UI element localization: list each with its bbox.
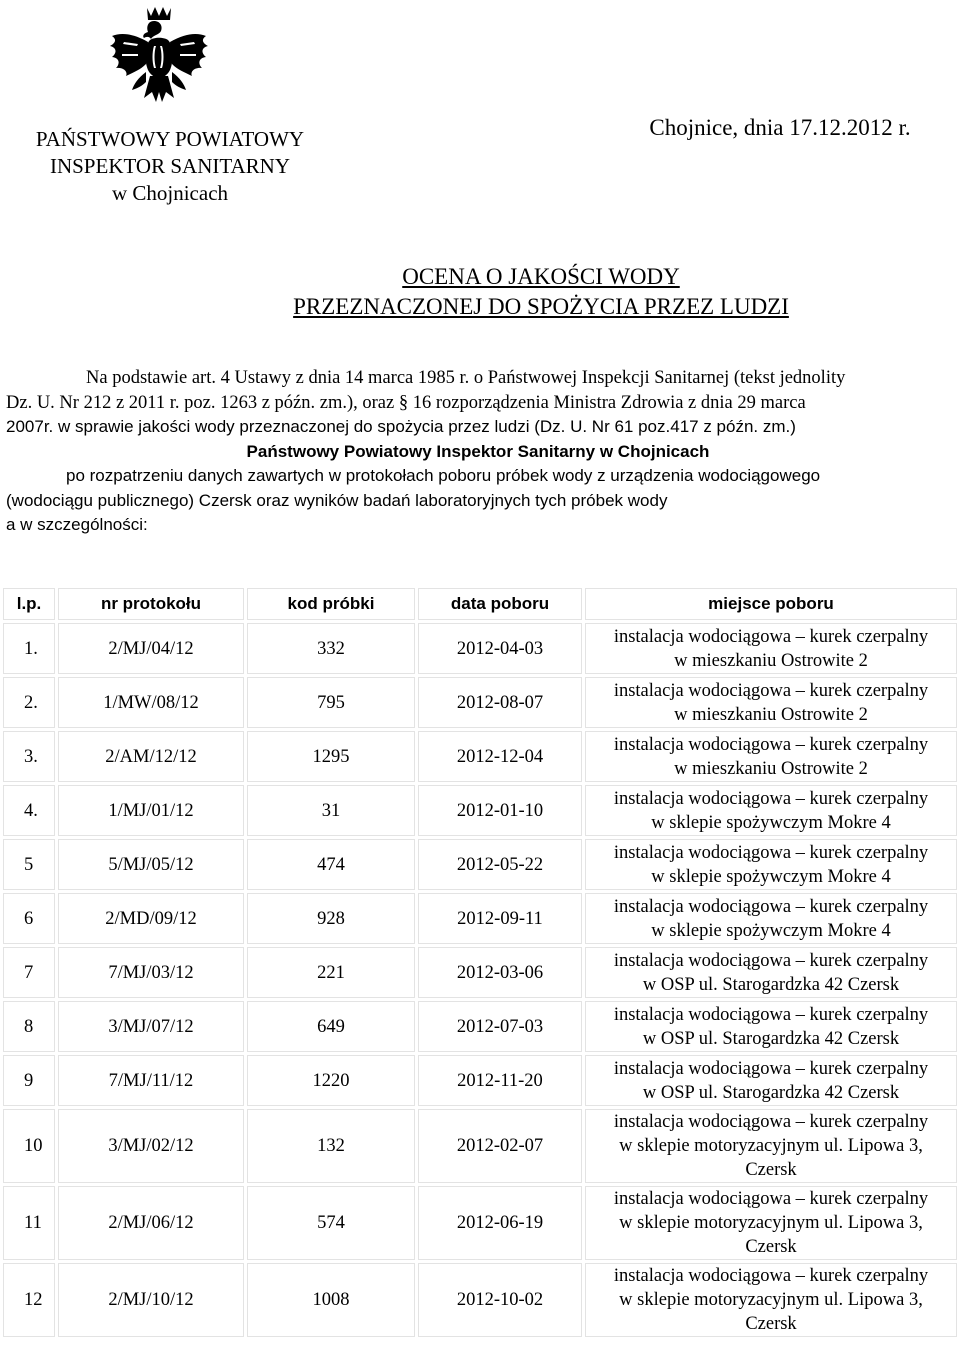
cell-protocol: 3/MJ/02/12	[58, 1109, 244, 1183]
header-place: miejsce poboru	[585, 588, 957, 620]
cell-lp: 11	[3, 1186, 55, 1260]
cell-sample-code: 31	[247, 785, 415, 836]
cell-sample-code: 1295	[247, 731, 415, 782]
cell-protocol: 2/AM/12/12	[58, 731, 244, 782]
cell-place	[585, 623, 957, 674]
authority-name: Państwowy Powiatowy Inspektor Sanitarny w Chojnicach	[246, 441, 710, 461]
place-line-1: instalacja wodociągowa – kurek czerpalny	[613, 950, 929, 971]
intro-line-3: 2007r. w sprawie jakości wody przeznaczonej do spożycia przez ludzi (Dz. U. Nr 61 poz.417 z późn. zm.)	[6, 417, 796, 436]
office-line-3: w Chojnicach	[111, 181, 229, 205]
title-line-1: OCENA O JAKOŚCI WODY	[402, 264, 680, 289]
cell-date: 2012-09-11	[418, 893, 582, 944]
table-row	[3, 623, 957, 674]
cell-date: 2012-02-07	[418, 1109, 582, 1183]
header-lp: l.p.	[3, 588, 55, 620]
intro-paragraph	[6, 366, 950, 538]
intro-line-5: (wodociągu publicznego) Czersk oraz wyników badań laboratoryjnych tych próbek wody	[6, 490, 668, 510]
intro-line-1: Na podstawie art. 4 Ustawy z dnia 14 marca 1985 r. o Państwowej Inspekcji Sanitarnej (tekst jednolity	[86, 368, 846, 388]
title-line-2: PRZEZNACZONEJ DO SPOŻYCIA PRZEZ LUDZI	[293, 294, 789, 319]
cell-protocol: 7/MJ/11/12	[58, 1055, 244, 1106]
cell-date: 2012-08-07	[418, 677, 582, 728]
cell-lp: 2.	[3, 677, 55, 728]
cell-place	[585, 1109, 957, 1183]
cell-protocol: 2/MJ/10/12	[58, 1263, 244, 1337]
table-row	[3, 947, 957, 998]
cell-lp: 4.	[3, 785, 55, 836]
cell-protocol: 1/MJ/01/12	[58, 785, 244, 836]
cell-lp: 1.	[3, 623, 55, 674]
table-row	[3, 1109, 957, 1183]
cell-place	[585, 1055, 957, 1106]
cell-place	[585, 893, 957, 944]
cell-date: 2012-06-19	[418, 1186, 582, 1260]
table-header-row	[3, 588, 957, 620]
cell-protocol: 1/MW/08/12	[58, 677, 244, 728]
place-line-1: instalacja wodociągowa – kurek czerpalny	[613, 788, 929, 809]
place-line-2: w OSP ul. Starogardzka 42 Czersk	[642, 974, 900, 995]
cell-date: 2012-03-06	[418, 947, 582, 998]
office-line-1: PAŃSTWOWY POWIATOWY	[35, 127, 305, 151]
place-line-2: w sklepie spożywczym Mokre 4	[651, 812, 891, 833]
place-line-1: instalacja wodociągowa – kurek czerpalny	[613, 734, 929, 755]
intro-line-4: po rozpatrzeniu danych zawartych w protokołach poboru próbek wody z urządzenia wodociągowego	[66, 466, 821, 485]
cell-date: 2012-10-02	[418, 1263, 582, 1337]
place-line-2: w sklepie spożywczym Mokre 4	[651, 920, 891, 941]
place-line-2: w sklepie motoryzacyjnym ul. Lipowa 3,	[619, 1136, 923, 1156]
place-line-2: w sklepie spożywczym Mokre 4	[651, 866, 891, 887]
intro-line-6: a w szczególności:	[6, 515, 148, 534]
table-row	[3, 1263, 957, 1337]
cell-lp: 12	[3, 1263, 55, 1337]
header-protocol: nr protokołu	[58, 588, 244, 620]
place-line-2: w mieszkaniu Ostrowite 2	[674, 650, 868, 671]
cell-sample-code: 649	[247, 1001, 415, 1052]
cell-sample-code: 574	[247, 1186, 415, 1260]
place-line-2: w OSP ul. Starogardzka 42 Czersk	[642, 1082, 900, 1103]
cell-date: 2012-05-22	[418, 839, 582, 890]
place-line-1: instalacja wodociągowa – kurek czerpalny	[613, 1004, 929, 1025]
cell-sample-code: 132	[247, 1109, 415, 1183]
place-line-1: instalacja wodociągowa – kurek czerpalny	[613, 1189, 929, 1209]
cell-lp: 8	[3, 1001, 55, 1052]
cell-sample-code: 1220	[247, 1055, 415, 1106]
document-title	[0, 262, 960, 322]
table-body	[3, 623, 957, 1337]
office-name	[0, 126, 340, 207]
cell-sample-code: 795	[247, 677, 415, 728]
place-line-1: instalacja wodociągowa – kurek czerpalny	[613, 680, 929, 701]
cell-place	[585, 677, 957, 728]
table-row	[3, 731, 957, 782]
table-row	[3, 1186, 957, 1260]
cell-protocol: 7/MJ/03/12	[58, 947, 244, 998]
cell-sample-code: 928	[247, 893, 415, 944]
samples-table-container	[0, 585, 960, 1340]
place-line-1: instalacja wodociągowa – kurek czerpalny	[613, 896, 929, 917]
place-line-2: w sklepie motoryzacyjnym ul. Lipowa 3,	[619, 1213, 923, 1233]
place-line-2: w mieszkaniu Ostrowite 2	[674, 704, 868, 725]
place-line-2: w sklepie motoryzacyjnym ul. Lipowa 3,	[619, 1290, 923, 1310]
table-row	[3, 839, 957, 890]
table-row	[3, 893, 957, 944]
cell-date: 2012-01-10	[418, 785, 582, 836]
cell-place	[585, 1001, 957, 1052]
cell-place	[585, 1186, 957, 1260]
cell-date: 2012-12-04	[418, 731, 582, 782]
place-line-1: instalacja wodociągowa – kurek czerpalny	[613, 626, 929, 647]
cell-lp: 9	[3, 1055, 55, 1106]
samples-table	[0, 585, 960, 1340]
place-line-1: instalacja wodociągowa – kurek czerpalny	[613, 1058, 929, 1079]
cell-place	[585, 947, 957, 998]
cell-sample-code: 221	[247, 947, 415, 998]
cell-date: 2012-07-03	[418, 1001, 582, 1052]
cell-protocol: 5/MJ/05/12	[58, 839, 244, 890]
cell-protocol: 2/MJ/06/12	[58, 1186, 244, 1260]
cell-lp: 10	[3, 1109, 55, 1183]
table-row	[3, 1055, 957, 1106]
cell-lp: 7	[3, 947, 55, 998]
cell-sample-code: 332	[247, 623, 415, 674]
cell-date: 2012-04-03	[418, 623, 582, 674]
place-line-2: w mieszkaniu Ostrowite 2	[674, 758, 868, 779]
cell-protocol: 2/MJ/04/12	[58, 623, 244, 674]
cell-place	[585, 839, 957, 890]
cell-place	[585, 731, 957, 782]
header-sample-code: kod próbki	[247, 588, 415, 620]
header-date: data poboru	[418, 588, 582, 620]
table-row	[3, 677, 957, 728]
cell-lp: 6	[3, 893, 55, 944]
cell-date: 2012-11-20	[418, 1055, 582, 1106]
polish-eagle-emblem-icon	[104, 2, 214, 112]
place-and-date: Chojnice, dnia 17.12.2012 r.	[649, 115, 911, 140]
place-line-3: Czersk	[745, 1314, 797, 1334]
cell-place	[585, 1263, 957, 1337]
place-line-3: Czersk	[745, 1160, 797, 1180]
intro-line-2: Dz. U. Nr 212 z 2011 r. poz. 1263 z późn. zm.), oraz § 16 rozporządzenia Ministra Zdrowia z dnia 29 marca	[6, 392, 806, 413]
cell-protocol: 2/MD/09/12	[58, 893, 244, 944]
cell-sample-code: 474	[247, 839, 415, 890]
place-line-2: w OSP ul. Starogardzka 42 Czersk	[642, 1028, 900, 1049]
office-line-2: INSPEKTOR SANITARNY	[49, 154, 291, 178]
place-line-1: instalacja wodociągowa – kurek czerpalny	[613, 842, 929, 863]
cell-protocol: 3/MJ/07/12	[58, 1001, 244, 1052]
place-line-1: instalacja wodociągowa – kurek czerpalny	[613, 1112, 929, 1132]
cell-place	[585, 785, 957, 836]
cell-sample-code: 1008	[247, 1263, 415, 1337]
table-row	[3, 785, 957, 836]
cell-lp: 3.	[3, 731, 55, 782]
cell-lp: 5	[3, 839, 55, 890]
place-line-1: instalacja wodociągowa – kurek czerpalny	[613, 1266, 929, 1286]
place-line-3: Czersk	[745, 1237, 797, 1257]
table-row	[3, 1001, 957, 1052]
